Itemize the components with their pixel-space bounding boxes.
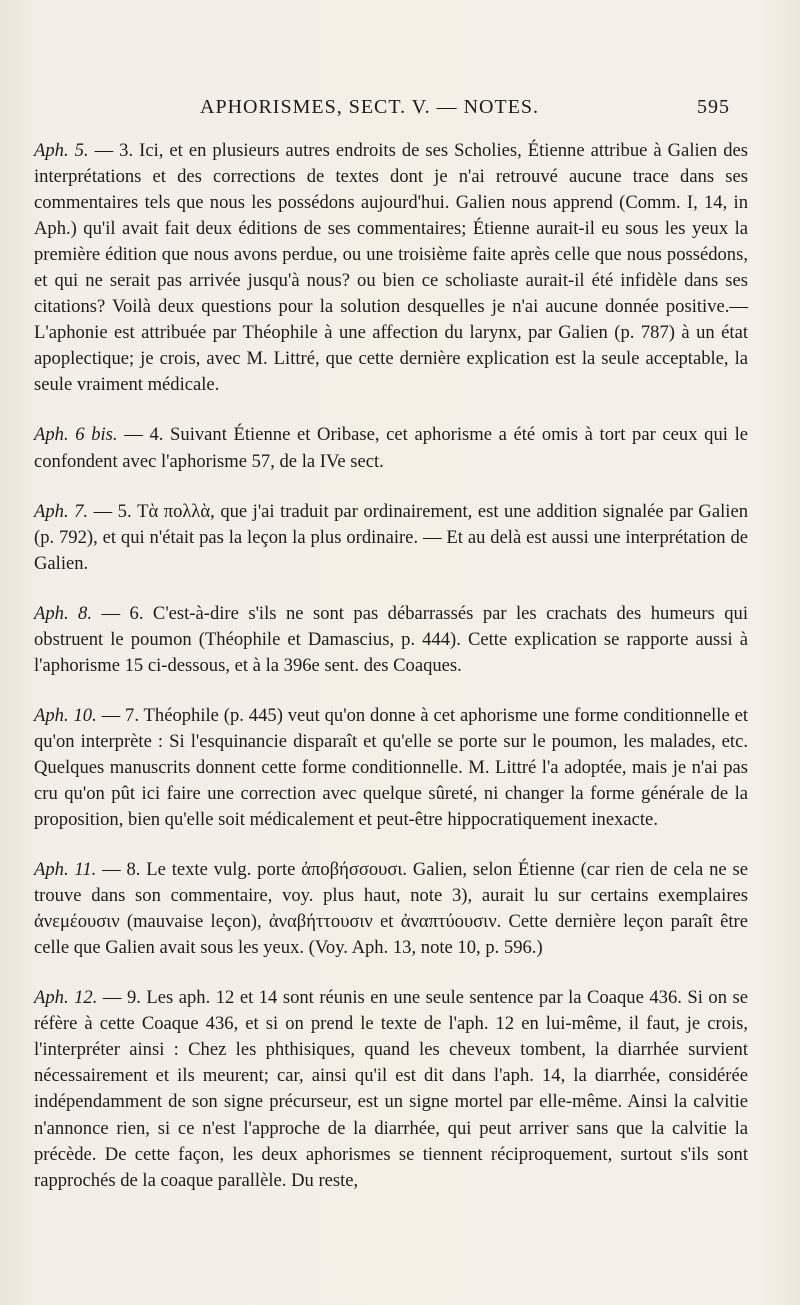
note-aph-12 xyxy=(34,985,748,1193)
page-number: 595 xyxy=(697,96,730,118)
note-ref: Aph. 10. xyxy=(34,704,97,726)
note-aph-8 xyxy=(34,601,748,679)
note-ref: Aph. 8. xyxy=(34,602,93,624)
running-header xyxy=(62,96,730,126)
note-ref: Aph. 6 bis. xyxy=(34,424,118,446)
note-ref: Aph. 11. xyxy=(34,859,97,881)
note-text: — 9. Les aph. 12 et 14 sont réunis en une seule sentence par la Coaque 436. Si on se réfère à cette Coaque 436, et si on prend le texte de l'aph. 12 en lui-même, il faut, je crois, l'interpréter ainsi : Chez les phthisiques, quand les cheveux tombent, la diarrhée survient nécessairement et ils meurent; car, ainsi qu'il est dit dans l'aph. 14, la diarrhée, considérée indépendamment de son signe précurseur, est un signe mortel par elle-même. Ainsi la calvitie n'annonce rien, si ce n'est l'approche de la diarrhée, qui peut arriver sans que la calvitie la précède. De cette façon, les deux aphorismes se tiennent réciproquement, surtout s'ils sont rapprochés de la coaque parallèle. Du reste, xyxy=(34,987,748,1191)
note-text: — 7. Théophile (p. 445) veut qu'on donne à cet aphorisme une forme conditionnelle et qu'on interprète : Si l'esquinancie disparaît et qu'elle se porte sur le poumon, les malades, etc. Quelques manuscrits donnent cette forme conditionnelle. M. Littré l'a adoptée, mais je n'ai pas cru qu'on pût ici faire une correction avec quelque sûreté, ni changer la forme générale de la proposition, bien qu'elle soit médicalement et peut-être hippocratiquement inexacte. xyxy=(34,704,748,831)
note-aph-7 xyxy=(34,499,748,577)
note-text: — 8. Le texte vulg. porte ἀποβήσσουσι. Galien, selon Étienne (car rien de cela ne se trouve dans son commentaire, voy. plus haut, note 3), aurait lu sur certains exemplaires ἀνεμέουσιν (mauvaise leçon), ἀναβήττουσιν et ἀναπτύουσιν. Cette dernière leçon paraît être celle que Galien avait sous les yeux. (Voy. Aph. 13, note 10, p. 596.) xyxy=(34,859,748,959)
note-ref: Aph. 7. xyxy=(34,500,89,522)
note-aph-11 xyxy=(34,857,748,961)
note-text: — 3. Ici, et en plusieurs autres endroits de ses Scholies, Étienne attribue à Galien des interprétations et des corrections de textes dont je n'ai retrouvé aucune trace dans ses commentaires tels que nous les possédons aujourd'hui. Galien nous apprend (Comm. I, 14, in Aph.) qu'il avait fait deux éditions de ses commentaires; Étienne aurait-il eu sous les yeux la première édition que nous avons perdue, ou une troisième faite après celle que nous possédons, et qui ne serait pas arrivée jusqu'à nous? ou bien ce scholiaste aurait-il été infidèle dans ses citations? Voilà deux questions pour la solution desquelles je n'ai aucune donnée positive.—L'aphonie est attribuée par Théophile à une affection du larynx, par Galien (p. 787) à un état apoplectique; je crois, avec M. Littré, que cette dernière explication est la seule acceptable, la seule vraiment médicale. xyxy=(34,140,748,396)
note-text: — 6. C'est-à-dire s'ils ne sont pas débarrassés par les crachats des humeurs qui obstruent le poumon (Théophile et Damascius, p. 444). Cette explication se rapporte aussi à l'aphorisme 15 ci-dessous, et à la 396e sent. des Coaques. xyxy=(34,602,748,676)
header-title: APHORISMES, SECT. V. — NOTES. xyxy=(200,96,540,118)
note-text: — 4. Suivant Étienne et Oribase, cet aphorisme a été omis à tort par ceux qui le confondent avec l'aphorisme 57, de la IVe sect. xyxy=(34,424,748,472)
note-text: — 5. Τὰ πολλὰ, que j'ai traduit par ordinairement, est une addition signalée par Galien (p. 792), et qui n'était pas la leçon la plus ordinaire. — Et au delà est aussi une interprétation de Galien. xyxy=(34,500,748,574)
note-aph-6-bis xyxy=(34,422,748,474)
notes-body xyxy=(34,138,748,1194)
note-ref: Aph. 5. xyxy=(34,140,89,161)
note-aph-10 xyxy=(34,703,748,833)
note-ref: Aph. 12. xyxy=(34,987,98,1009)
note-aph-5 xyxy=(34,138,748,398)
